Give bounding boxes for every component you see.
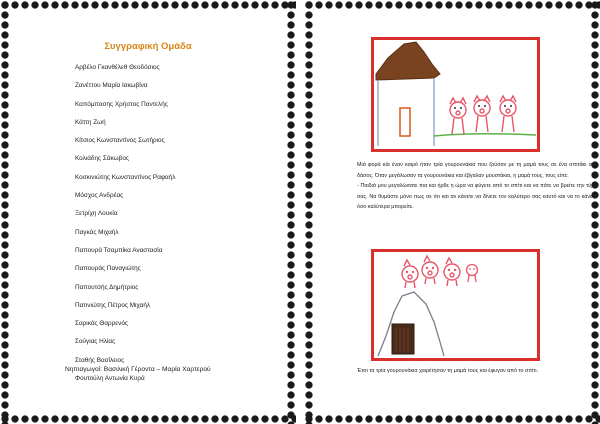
pig-figure-3 [444,258,460,286]
pigs-leaving-drawing [371,249,540,361]
author-name: Παγκάς Μιχαήλ [75,228,119,236]
author-name: Παπουράς Παναγιώτης [75,265,141,273]
grass-line [434,134,536,136]
author-name: Κάττη Ζωή [75,118,106,126]
author-name: Φουτούλη Αντωνία Κυρά [75,375,145,383]
pig-figure-2 [422,256,438,284]
house-pigs-illustration [374,40,537,149]
author-name: Παπουρά Τσαμπίκα Αναστασία [75,246,163,254]
author-name: Μόσχος Ανδρέας [75,192,124,200]
author-name: Κολιάδης Σάκωβος [75,155,129,163]
author-name: Καπόμπασης Χρήστος Παντελής [75,100,168,108]
story-dialogue: - Παιδιά μου μεγαλώσατε πια και ήρθε η ώρα να φύγετε από το σπίτι και να πάτε να βρείτε την τύχη σας. Να θυμάστε μόνο πως σε ότι και αν κάνετε να δίνετε τον καλύτερο σας εαυτό και να το κάνετε όσο καλύτερα μπορείτε. [357,183,597,211]
story-narration: Μιά φορά κάι έναν καιρό ήταν τρία γουρουνάκια που ζούσαν με τη μαμά τους σε ένα σπιτάκι στο δάσος. Όταν μεγάλωσαν τα γουρουνάκια και έβγαλαν μουστάκια, η μαμά τους, τους είπε: [357,162,597,179]
author-name: Κοσκινιώτης Κωνσταντίνος Ραφαήλ [75,173,176,181]
pig-figure-1 [450,98,466,134]
author-name: Ξετρίχη Λουκία [75,210,118,218]
pigs-leaving-illustration [374,252,537,358]
teachers-credit: Νηπιαγωγοί: Βασιλική Γέροντα – Μαρία Χαρτερού [65,366,211,373]
roof-shape [376,42,440,80]
authors-list [75,59,175,388]
pig-figure-1 [402,260,418,288]
right-page-content [315,11,597,413]
right-page [304,0,600,424]
pig-figure-3 [500,96,516,132]
authors-title: Συγγραφική Ομάδα [104,41,192,52]
author-name: Παπουτσής Δημήτριος [75,283,139,291]
author-name: Πατινιώτης Πέτρος Μιχαήλ [75,301,151,309]
house-pigs-drawing [371,37,540,152]
author-name: Ζανέττου Μαρία Ιακωβίνα [75,82,148,90]
pig-figure-4 [467,265,478,283]
pig-figure-2 [474,96,490,132]
author-name: Σούγιας Ηλίας [75,338,116,346]
author-name: Σταθής Βασίλειος [75,356,125,364]
house-door [400,108,410,136]
author-name: Σαρικάς Θαρρενός [75,320,128,328]
house-door [392,324,414,354]
left-page [0,0,296,424]
left-page-content [11,11,285,413]
author-name: Αρβέλο Γκανθέλεθ Θεοδόσιος [75,64,160,71]
story-paragraph-2: Έτσι τα τρία γουρουνάκια χαιρέτησαν τη μαμά τους και έφυγαν από το σπίτι. [357,368,539,374]
author-name: Κίτσιος Κωνσταντίνος Σωτήριος [75,137,165,145]
story-paragraph-1 [357,160,597,213]
